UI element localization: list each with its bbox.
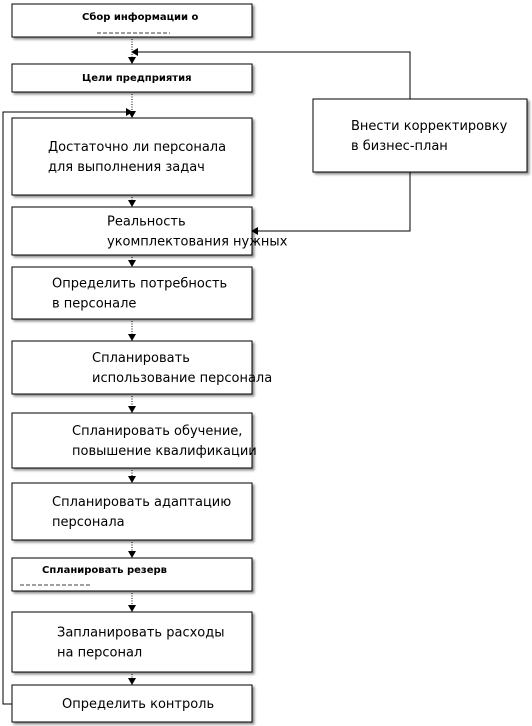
step-plan-usage (12, 341, 272, 394)
step-plan-training (12, 413, 257, 468)
step-plan-usage-text-line: использование персонала (92, 370, 273, 386)
correction-box-text-line: в бизнес-план (351, 138, 448, 154)
step-plan-adaptation (12, 483, 252, 540)
step-plan-costs (12, 612, 252, 672)
step-enough-staff-frame (12, 118, 252, 195)
step-plan-usage-text-line: Спланировать (92, 350, 190, 366)
step-plan-costs-text-line: на персонал (57, 645, 143, 661)
step-enough-staff-text-line: для выполнения задач (48, 159, 205, 175)
step-determine-need-text-line: Определить потребность (52, 276, 228, 292)
step-plan-adaptation-text-line: персонала (52, 514, 125, 530)
correction-down-arrow (252, 172, 410, 231)
step-enough-staff-text-line: Достаточно ли персонала (48, 139, 227, 155)
step-collect-info (12, 4, 252, 37)
step-define-control (12, 685, 252, 722)
step-determine-need-text-line: в персонале (52, 296, 137, 312)
step-staffing-reality (12, 207, 288, 255)
step-plan-adaptation-text-line: Спланировать адаптацию (52, 494, 232, 510)
step-collect-info-text-line: Сбор информации о (82, 12, 199, 23)
step-enough-staff (12, 118, 252, 195)
correction-box-text-line: Внести корректировку (351, 118, 508, 134)
step-plan-reserve-text-line: Спланировать резерв (42, 565, 167, 576)
step-plan-training-frame (12, 413, 252, 468)
step-plan-usage-frame (12, 341, 252, 394)
correction-box-frame (313, 99, 527, 172)
correction-box (313, 99, 527, 172)
step-plan-adaptation-frame (12, 483, 252, 540)
step-determine-need (12, 267, 252, 319)
step-plan-training-text-line: повышение квалификации (72, 443, 257, 459)
step-staffing-reality-text-line: укомплектования нужных (107, 234, 288, 250)
step-enterprise-goals-text-line: Цели предприятия (82, 72, 192, 84)
step-plan-training-text-line: Спланировать обучение, (72, 423, 243, 439)
step-plan-costs-frame (12, 612, 252, 672)
step-plan-costs-text-line: Запланировать расходы (57, 625, 225, 641)
step-staffing-reality-text-line: Реальность (107, 214, 186, 230)
step-plan-reserve (12, 558, 252, 591)
step-define-control-text-line: Определить контроль (62, 696, 215, 712)
step-enterprise-goals (12, 64, 252, 92)
